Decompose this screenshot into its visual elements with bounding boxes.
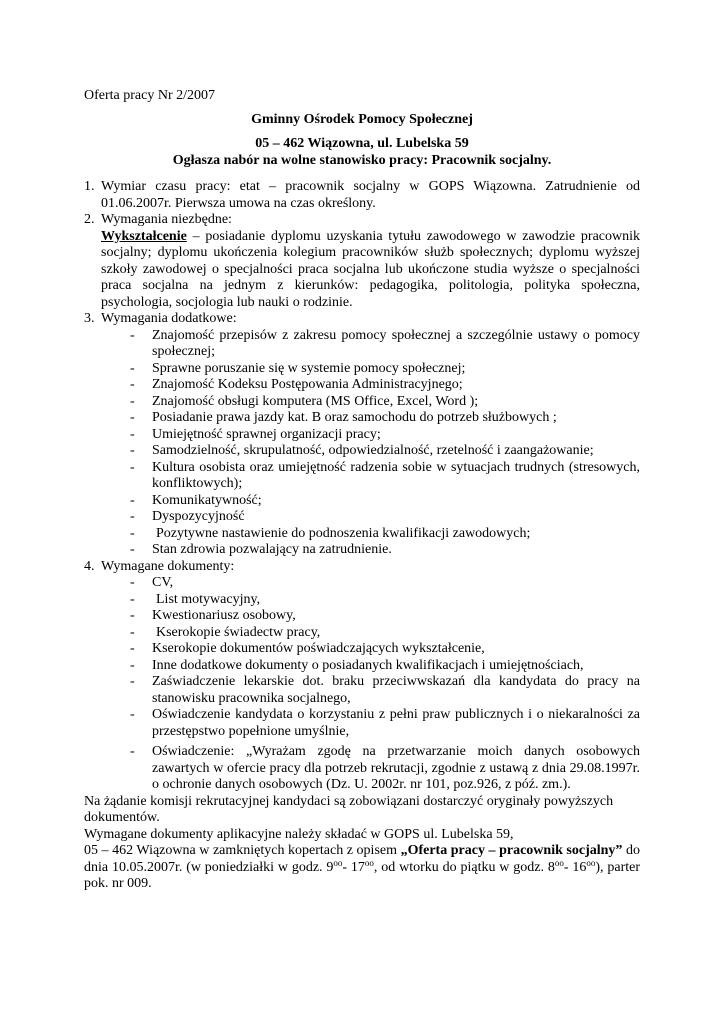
required-heading: Wymagania niezbędne: — [101, 212, 232, 227]
list-item: - Pozytywne nastawienie do podnoszenia kwalifikacji zawodowych; — [130, 525, 531, 541]
list-item-3: 3. Wymagania dodatkowe: — [84, 311, 640, 328]
list-item: - Znajomość przepisów z zakresu pomocy społecznej a szczególnie ustawy o pomocy społecznej; — [130, 327, 640, 359]
list-item: - CV, — [130, 575, 174, 590]
list-item: - Inne dodatkowe dokumenty o posiadanych kwalifikacjach i umiejętnościach, — [130, 657, 584, 673]
list-item: - Posiadanie prawa jazdy kat. B oraz samochodu do potrzeb służbowych ; — [130, 410, 557, 425]
list-item: - Kserokopie świadectw pracy, — [130, 624, 321, 640]
list-item: - Oświadczenie: „Wyrażam zgodę na przetwarzanie moich danych osobowych zawartych w ofercie pracy dla potrzeb rekrutacji, zgodnie z ustawą z dnia 29.08.1997r. o ochronie danych osobowych (Dz. U. 2002r. nr 101, poz.926, z póź. zm.). — [130, 744, 640, 792]
list-item: - Znajomość Kodeksu Postępowania Administracyjnego; — [130, 377, 463, 392]
requirements-list — [84, 179, 640, 794]
list-item-1: 1. Wymiar czasu pracy: etat – pracownik socjalny w GOPS Wiązowna. Zatrudnienie od 01.06.2007r. Pierwsza umowa na czas określony. — [84, 179, 640, 211]
list-item: - Kultura osobista oraz umiejętność radzenia sobie w sytuacjach trudnych (stresowych, konfliktowych); — [130, 459, 640, 491]
list-item: - Sprawne poruszanie się w systemie pomocy społecznej; — [130, 360, 466, 376]
list-item: - Stan zdrowia pozwalający na zatrudnienie. — [130, 542, 392, 557]
list-item: - List motywacyjny, — [130, 591, 261, 607]
document-page — [84, 88, 640, 893]
list-item: - Zaświadczenie lekarskie dot. braku przeciwwskazań dla kandydata do pracy na stanowisku pracownika socjalnego, — [130, 674, 640, 706]
list-item: - Oświadczenie kandydata o korzystaniu z pełni praw publicznych i o niekaralności za przestępstwo popełnione umyślnie, — [130, 707, 640, 739]
announcement-title: Ogłasza nabór na wolne stanowisko pracy: Pracownik socjalny. — [172, 152, 552, 168]
education-label: Wykształcenie — [101, 228, 187, 244]
list-item: - Dyspozycyjność — [130, 509, 245, 524]
offer-number: Oferta pracy Nr 2/2007 — [84, 88, 216, 103]
submission-details: 05 – 462 Wiązowna w zamkniętych kopertach z opisem „Oferta pracy – pracownik socjalny” do dnia 10.05.2007r. (w poniedziałki w godz. $9^{oo}-$ $17^{oo}$, od wtorku do piątku w godz. $8^{oo}-$ $16^{oo}$), parter pok. nr 009. — [84, 843, 640, 891]
envelope-label: „Oferta pracy – pracownik socjalny” — [400, 843, 623, 858]
list-item: - Umiejętność sprawnej organizacji pracy; — [130, 426, 381, 442]
list-item-4: 4. Wymagane dokumenty: — [84, 559, 640, 576]
documents-list — [84, 575, 640, 794]
education-text: – posiadanie dyplomu uzyskania tytułu zawodowego w zawodzie pracownik socjalny; dyplomu ukończenia kolegium pracowników służb społecznych; dyplomu wyższej szkoły zawodowej o specjalności praca socjalna lub ukończone studia wyższe o specjalności praca socjalna na jednym z kierunków: pedagogika, politologia, polityka społeczna, psychologia, socjologia lub nauki o rodzinie. — [101, 228, 640, 310]
additional-requirements-list — [84, 328, 640, 559]
education-paragraph — [101, 229, 640, 312]
list-item: - Samodzielność, skrupulatność, odpowiedzialność, rzetelność i zaangażowanie; — [130, 443, 594, 458]
list-item-2: 2. Wymagania niezbędne: Wykształcenie – posiadanie dyplomu uzyskania tytułu zawodowego w zawodzie pracownik socjalny; dyplomu ukończenia kolegium pracowników służb społecznych; dyplomu wyższej szkoły zawodowej o specjalności praca socjalna lub ukończone studia wyższe o specjalności praca socjalna na jednym z kierunków: pedagogika, politologia, polityka społeczna, psychologia, socjologia lub nauki o rodzinie. — [84, 212, 640, 310]
additional-heading: Wymagania dodatkowe: — [101, 311, 237, 326]
submission-place: Wymagane dokumenty aplikacyjne należy składać w GOPS ul. Lubelska 59, — [84, 826, 514, 842]
documents-heading: Wymagane dokumenty: — [101, 558, 235, 574]
list-item: - Znajomość obsługi komputera (MS Office, Excel, Word ); — [130, 393, 479, 409]
list-item: - Kwestionariusz osobowy, — [130, 608, 296, 623]
work-time-text: Wymiar czasu pracy: etat – pracownik socjalny w GOPS Wiązowna. Zatrudnienie od 01.06.2007r. Pierwsza umowa na czas określony. — [101, 179, 640, 211]
list-item: - Komunikatywność; — [130, 492, 262, 508]
originals-note: Na żądanie komisji rekrutacyjnej kandydaci są zobowiązani dostarczyć oryginały powyższych dokumentów. — [84, 793, 614, 825]
organization-name: Gminny Ośrodek Pomocy Społecznej — [251, 111, 473, 127]
list-item: - Kserokopie dokumentów poświadczających wykształcenie, — [130, 641, 485, 656]
organization-address: 05 – 462 Wiązowna, ul. Lubelska 59 — [255, 136, 469, 151]
